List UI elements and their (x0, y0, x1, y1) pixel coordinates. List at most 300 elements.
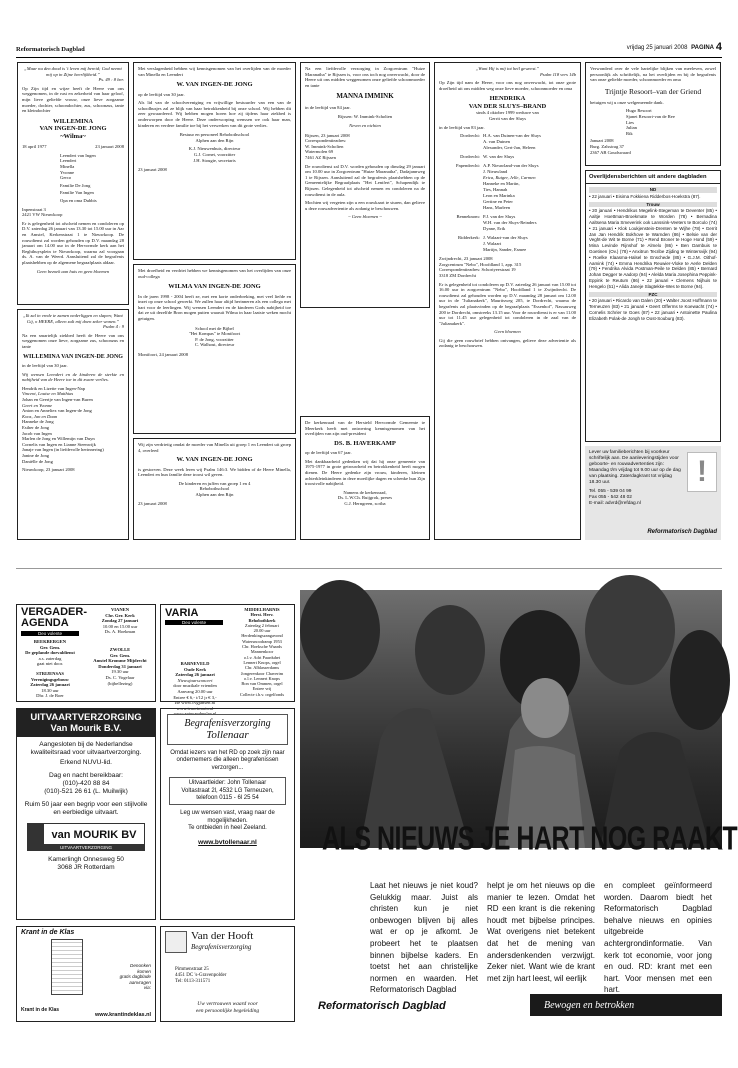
varia-line: Oude Kerk (183, 666, 207, 672)
details: De rouwdienst zal D.V. worden gehouden op dinsdag 29 januari om 10.00 uur in Zorgcentrum "Huize Maranatha", Dadajannweg 1 te Rijssen. Aansluitend zal de begrafenis plaatshebben op de Gemeentelijke Begraafplaats "Het Lentfert", Schapendijk te Rijssen. Gelegenheid tot afscheid nemen en condoleren na de rouwdienst in de aula. (305, 163, 425, 197)
varia-title: VARIA (165, 607, 199, 619)
dates-row (22, 144, 124, 150)
address: Zwijndrecht, 23 januari 2008 Zorgcentrum "Nebo", Hoofdland 1, app. 315 Correspondentieadres: Schoriyeestraat 19 3318 ZM Dordrecht (439, 256, 522, 278)
signature-line: C. Walhout, directeur (194, 342, 235, 348)
family-name: Daniëlle de Jong (22, 458, 53, 464)
family-names (483, 235, 528, 253)
signature-line: P. de Jong, voorzitter (195, 336, 234, 342)
tollenaar-line2: Uitvaartleider: John Tollenaar (188, 780, 267, 787)
family-name: Familie Van Ingen (60, 190, 94, 196)
notice-text: Lever uw familieberichten bij voorkeur schriftelijk aan. De aanleveringstijden voor geboorte- en rouwadvertenties zijn: Maandag t/m vrijdag tot 9.00 uur op de dag van plaatsing. Zaterdagkrant tot vrijdag 18.30 uur. (589, 450, 681, 485)
mourik-title-1: UITVAARTVERZORGING (30, 712, 142, 723)
varia-line: Bon van Ommen, orgel (241, 681, 283, 687)
family-name: Hugo Resoort (626, 108, 652, 114)
death-date: 23 januari 2008 (95, 144, 124, 150)
varia-line: Aanvang 20.00 uur (177, 688, 213, 694)
family-name: Leon en Marinka (483, 193, 515, 199)
varia-line: Entree vrij (252, 686, 272, 692)
kidk-tag-line: komen (137, 968, 151, 974)
hooft-subtitle: Begrafenisverzorging (191, 943, 252, 951)
name-line: ~Wilma~ (60, 132, 86, 140)
varia-line: Herdenkingszangavond (241, 633, 283, 639)
section-label: ND (589, 187, 717, 193)
varia-line: Zaterdag 2 februari (245, 622, 279, 628)
family-name: Lies (626, 119, 634, 125)
family-name: Geert en Yvonne (22, 402, 53, 408)
agenda-line: Zaterdag 26 januari (30, 682, 70, 688)
agenda-line: a.s. zaterdag (38, 655, 62, 661)
age-line: in de leeftijd van 30 jaar. (22, 363, 68, 369)
family-name: Janine de Jong (22, 452, 50, 458)
verse-ref: Psalm 4 : 9 (102, 324, 124, 330)
photo-illustration (300, 590, 722, 848)
family-name: P.J. van der Sluys (483, 214, 516, 220)
section-label: Trouw (589, 202, 717, 208)
mourik-header (17, 709, 155, 737)
intro-text: Na een liefdevolle verzorging in Zorgcentrum "Huize Maranatha" te Rijssen is, voor ons toch nog onverwacht, door de Heere uit ons midden weggenomen onze geliefde schoonmoeder en tante (305, 66, 425, 88)
mourik-line2: Erkend NUVU-lid. (59, 759, 113, 766)
obituaries-overview (585, 170, 721, 442)
signature-line: Alphen aan den Rijn (195, 492, 234, 498)
hooft-slogan-line: een persoonlijke begeleiding (195, 1008, 260, 1014)
feature-headline: ALS NIEUWS JE HART NOG RAAKT (322, 820, 738, 858)
agenda-place: ZWOLLE (109, 646, 131, 652)
signature-line: Ds. L.W.Ch. Ruijgrok, preses (337, 495, 393, 501)
feature-logo (318, 996, 446, 1016)
family-name: Hanneke en Martin, (483, 181, 520, 187)
obituary-hendrika (434, 62, 581, 540)
agenda-left-col (17, 639, 83, 699)
intro-text: Wij zijn verdrietig omdat de moeder van Minella uit groep 1 en Leendert uit groep 4, overleed (138, 442, 291, 453)
varia-line: Watersnoodramp 1953 (242, 638, 282, 644)
agenda-title (17, 605, 88, 638)
family-names (483, 133, 541, 151)
mourik-line1: Aangesloten bij de Nederlandse kwaliteitsraad voor uitvaartverzorging. (30, 741, 142, 756)
address: Rijssen, 23 januari 2008 Correspondentieadres: W. Immink-Scholten Watermolen 69 7461 AZ Rijssen (305, 132, 350, 161)
varia-line: Rehobothkerk (248, 617, 276, 623)
closing: ~ Geen bloemen ~ (348, 214, 382, 220)
agenda-place: BEEKBERGEN (33, 639, 67, 644)
agenda-line: Ds. C. Vogelaar (105, 674, 135, 680)
deceased-name: W. VAN INGEN-DE JONG (176, 456, 253, 464)
family-name: Erica, Rutger, Jelle, Carmen (483, 175, 536, 181)
deceased-name: W. VAN INGEN-DE JONG (176, 81, 253, 89)
family-name: Yvonne (60, 169, 75, 175)
name-line: WILLEMINA (52, 117, 94, 125)
family-names (483, 163, 539, 211)
husband-line: Gerrit van der Sluys (488, 115, 527, 121)
section-label: PZC (589, 292, 717, 298)
exclamation-icon (687, 452, 717, 492)
varia-line: zie www.cvgjansen.nl (174, 700, 216, 706)
kidk-tag-line: aanvragen (129, 979, 151, 985)
age-line: op de leeftijd van 30 jaar. (138, 91, 185, 97)
tollenaar-contact (169, 777, 286, 805)
family-name: Julian (626, 125, 637, 131)
family-place: Dordrecht: (460, 154, 480, 160)
varia-line: Lennert Knops, orgel (243, 659, 281, 665)
age-line: in de leeftijd van 84 jaar. (305, 104, 351, 110)
overview-title: Overlijdensberichten uit andere dagbladen (586, 171, 720, 184)
agenda-line: Verenigingsgebouw (30, 676, 70, 682)
hooft-slogan-line: Uw vertrouwen waard voor (197, 1001, 258, 1007)
family-list (626, 108, 716, 136)
age-line: in de leeftijd van 83 jaar. (439, 124, 485, 130)
agenda-line: Ger. Gem. (109, 652, 131, 658)
family-name: H.A. van Duinen-van der Sluys (483, 133, 541, 139)
family-name: Esther de Jong (22, 425, 50, 430)
deceased-name: WILLEMINA VAN INGEN-DE JONG (23, 353, 123, 360)
wish-text: Wij wensen Leendert en de kinderen de sterkte en nabijheid van de Heere toe in dit zware verlies. (22, 371, 124, 383)
family-name: Familie De Jong (60, 182, 91, 188)
section-text: • 20 januari • Hendrikus Megelink-Stegeman te Deventer (85) • Aaltje Hoettman-Broekmate te Worden (78) • Bernadina Aaltsena Maria Smeverink ook Lanssink-Veeters te Borculo (74) • 21 januari • Klok Loukjenstein-Drenten te Wijhe (78) • Gerrit Jan Jan Hendrik Bokhove te Warnden (86) • Belsie van der Veght-de Wit te Borne (71) • Rend Broner te Hoge Hond (59) • Mina Levinde Rijnshof te Almelo (86) • Ben Dambuis te Goetinen (Ov.) (78) • Anxitrun Tecribe Zijding te Wintersvijk (94) • Roelke Klaasma-Halsel te Enschede (85) • G.J.M. Oithof-Aamink (74) • Emma Hendrika Reuwier-Vloke te Aerle Delden (79) • Fendrika Alvida Postman-Peile te Delden (85) • Bernard Johan Degger te Aadorp (94) • Alelda Maria Josephina Peppink-Eppink te Reutum (86) • 22 januari • Clemens Nijhuis te Hengelo (51) • Alida Janeje Slagtekke-Wes te Borne (94). (589, 208, 717, 289)
family-name: Leendert (60, 158, 77, 164)
family-name: Ties, Hannah (483, 187, 508, 193)
feature-slogan: Bewogen en betrokken (544, 999, 635, 1011)
birth-date: 18 april 1977 (22, 144, 47, 150)
family-name: Dyane, Erik (483, 226, 506, 232)
kidk-logo: Krant in de Klas (21, 1007, 60, 1013)
date-line: 23 januari 2008 (138, 167, 167, 173)
agenda-place: STRIJENSAS (36, 670, 64, 676)
mourik-phone2: (010)-521 26 61 (L. Muilwijk) (44, 788, 128, 795)
notice-tel: Tel. 055 - 539 04 99 (589, 489, 632, 494)
deceased-name (22, 118, 124, 141)
agenda-entry (17, 639, 83, 667)
family-place: Papendrecht: (456, 163, 480, 169)
intro-text: Verwonderd over de vele hartelijke blijken van meeleven, zowel persoonlijk als schriftelijk, na het overlijden en bij de begrafenis van onze geliefde moeder, schoonmoeder en oma (590, 66, 716, 83)
mourik-line4: Ruim 50 jaar een begrip voor een stijlvolle en eerbiedige uitvaart. (24, 801, 148, 816)
ad-krant-in-de-klas (16, 926, 156, 1022)
varia-line: o.l.v. Lennert Knops (244, 675, 280, 681)
tollenaar-line1: Omdat iezers van het RD op zoek zijn naar ondernemers die alleen begrafenissen verzorgen... (170, 750, 285, 771)
kidk-url[interactable]: www.krantindeklas.nl (94, 1012, 151, 1018)
details: Er is gelegenheid tot condoleren op D.V. zaterdag 26 januari van 15.00 tot 16.00 uur in zorgcentrum "Nebo", Hoofdland 1 te Zwijndrecht. De rouwdienst zal gehouden worden op D.V. maandag 28 januari om 12.00 uur in de "Julianakerk", Mauritsweg 205, te Dordrecht, waarna de begrafenis zal plaatsvinden op de begraafplaats "Essenhof", Nassauweg 200 te Dordrecht, omstreeks 13.15 uur. Voor de rouwdienst is er van 11.00 uur tot 11.45 uur gelegenheid tot condoleren in de zaal van de "Julianakerk". (439, 281, 576, 326)
signature-line: G.J. Herngreen, scriba (344, 501, 386, 507)
varia-line: Zaterdag 26 januari (175, 672, 215, 678)
agenda-entry (85, 647, 155, 686)
overview-body (586, 184, 720, 324)
family-name: Sjanet Resoort-van de Ree (626, 113, 675, 119)
signature-sub: Neven en nichten (349, 123, 381, 129)
deceased-name: Trijntje Resoort–van der Griend (604, 86, 702, 96)
kidk-illustration (51, 939, 83, 995)
family-name: Minella (60, 164, 75, 170)
family-name: J. Walaart-van der Sluys (483, 235, 528, 241)
tollenaar-url[interactable]: www.bvtollenaar.nl (198, 838, 257, 846)
page-word: PAGINA (691, 45, 714, 51)
intro-text: Op Zijn tijd nam de Heere, voor ons nog onverwacht, tot onze grote droefheid uit ons midden weg onze lieve moeder, schoonmoeder en oma (439, 80, 576, 91)
varia-line: Chr. Alblasserdams (244, 665, 280, 671)
closing: Geen bloemen (494, 329, 521, 335)
mourik-logo-sub: UITVAARTVERZORGING (27, 845, 145, 851)
family-name: J. Walaart (483, 241, 502, 247)
page-number: 4 (715, 41, 722, 53)
date-line: 23 januari 2008 (138, 500, 167, 506)
hooft-title: Van der Hooft (191, 930, 254, 942)
signature-line: Rehobothschool (199, 486, 230, 492)
family-place: Benneknom: (456, 214, 480, 220)
feature-col1: Laat het nieuws je niet koud? Gelukkig maar. Juist als christen kun je niet onbewogen blijven bij alles wat er op je afkomt. Je probeert het te plaatsen binnen bijbelse kaders. En toetst het aan christelijke normen en waarden. Het Reformatorisch Dagblad (370, 881, 478, 995)
thanks-resoort (585, 62, 721, 166)
obituary-children (133, 438, 296, 540)
name-line: VAN INGEN-DE JONG (39, 125, 107, 133)
hooft-slogan (161, 1001, 294, 1015)
varia-line: Mannenkoor (250, 649, 274, 655)
tollenaar-line6: Te ontbieden in heel Zeeland. (188, 825, 267, 832)
varia-line: Collecte t.b.v. orgelfonds (239, 691, 285, 697)
family-list (60, 153, 124, 204)
obituary-school-board (133, 62, 296, 260)
agenda-tag: Deo volente (21, 631, 79, 636)
agenda-line: 18.30 uur (41, 687, 59, 693)
agenda-line: Dhr. J. de Boer (36, 693, 64, 699)
agenda-title-2: AGENDA (21, 617, 69, 629)
agenda-line: Amstel Kromme Mijdrecht (93, 658, 147, 664)
agenda-mid-col (85, 607, 155, 686)
signature-line: J.H. Stougie, secretaris (193, 157, 236, 163)
mourik-line3: Dag en nacht bereikbaar: (48, 772, 124, 779)
kidk-tag-line: gratis dagblade (119, 974, 151, 980)
verse-ref: Psalm 118 vers 14b (539, 71, 576, 77)
family-name: Marlen de Jong en Willemijn van Duyn (22, 436, 95, 442)
varia-line: Entree € 6,- t/12 jr € 3,- (173, 694, 217, 700)
family-name: Hans, Marleen (483, 205, 511, 211)
mourik-title-2: Van Mourik B.V. (50, 723, 122, 734)
paper-name: Reformatorisch Dagblad (16, 46, 85, 53)
submission-notice (585, 446, 721, 540)
mourik-address1: Kamerlingh Onnesweg 50 (48, 856, 124, 863)
tollenaar-logo (167, 714, 288, 745)
family-group (439, 235, 576, 253)
section-text: • 20 januari • Ricardo van Dalen (20) • Walter Joost Hoffmann te Terneuzen (83) • 21 januari • Geert Offerms te Koewacht (74) • Cornelis Schrier te Goes (87) • 22 januari • Antoinette Paulina Elizabeth Polak-de Jongh te Oost-Souburg (83). (589, 298, 717, 321)
family-name: W.H. van der Sluys-Reinders (483, 220, 537, 226)
agenda-entry (85, 607, 155, 635)
agenda-line: 19.30 uur (111, 669, 129, 675)
family-name: Martijn, Sander, Esmee (483, 247, 527, 253)
varia (160, 604, 295, 717)
mourik-logo (27, 823, 145, 845)
family-name: Opa en oma Dubbis (60, 198, 97, 203)
agenda-title-1: VERGADER- (21, 606, 88, 618)
signature (138, 326, 291, 348)
details: Er is gelegenheid tot afscheid nemen en condoleren op D.V. zaterdag 26 januari van 13.30 tot 15.00 uur in Aar en Amstel, Kerkenstraat 1 te Nieuwkoop. De rouwdienst zal worden gehouden op D.V. maandag 28 januari om 14.00 uur in de Hervormde kerk aan het Reghthuysplein te Nieuwkoop, waarna zal voorgaan ds. A. van de Weerd. Aansluitend zal de begrafenis plaatshebben op de algemene begraafplaats aldaar. (22, 220, 124, 265)
varia-line: o.l.v. Adri Paarduhet (243, 654, 281, 660)
family-name: Hanneke de Jong (22, 419, 54, 425)
mourik-address2: 3068 JR Rotterdam (57, 864, 115, 871)
family-name: A. van Duinen (483, 139, 510, 145)
deceased-name: DS. B. HAVERKAMP (334, 439, 396, 447)
verse: „Want Hij is mij tot heil geweest.” (475, 66, 540, 71)
note: Gij die geen rouwbrief hebben ontvangen, gelieve deze advertentie als zodanig te beschouwen. (439, 337, 576, 349)
verse: „Ik zal in vrede te zamen nederliggen en slapen; Want Gij, o HEERE, alleen zult mij doen zeker wonen.” (23, 313, 123, 324)
signature-line: G.J. Cornet, voorzitter (193, 152, 236, 158)
body-text: is gestorven. Deze week leren wij Psalm 146:3. We bidden of de Heere Minella, Leendert en hun familie deze troost wil geven. (138, 466, 291, 478)
kidk-tag-line: Denonken (130, 963, 151, 968)
signature-line: De kinderen en juffen van groep 1 en 4 (178, 480, 251, 486)
signature (305, 490, 425, 507)
date-text: vrijdag 25 januari 2008 (626, 45, 688, 51)
obituary-haverkamp (300, 416, 430, 540)
family-name: Koos, Jan en Daan (22, 413, 58, 419)
header-rule (16, 57, 722, 58)
family-name: A.P. Nieuwland-van der Sluys (483, 163, 539, 169)
signature (138, 481, 291, 498)
feature-col3: en compleet geïnformeerd worden. Daarom biedt het Reformatorisch Dagblad behalve nieuws en opinies uitgebreide achtergrondinformatie. Van kerk tot economie, voor jong en oud. RD: krant met een hart. Voor mensen met een hart. (604, 881, 712, 995)
note: Mochten wij vergeten zijn u een rouwkaart te sturen, dan gelieve u deze rouwadvertentie als zodanig te beschouwen. (305, 200, 425, 211)
obituary-school-kompas (133, 264, 296, 434)
page-header (16, 41, 722, 58)
deceased-name: WILMA VAN INGEN-DE JONG (168, 283, 261, 291)
feature-photo (300, 590, 722, 848)
signature-line: "Het Kompas" te Montfoort (188, 331, 241, 337)
verse-ref: Ps. 49 : 8 ber. (98, 77, 124, 83)
varia-place: MIDDELHARNIS (244, 607, 280, 612)
family-name: W. van der Sluys (483, 154, 515, 160)
obituary-willemina-family (17, 309, 129, 540)
varia-line: 20.00 uur (253, 628, 271, 634)
tollenaar-line4: telefoon 0115 - 6l 25 54 (196, 795, 259, 802)
hooft-logo (165, 931, 187, 953)
family-group (439, 163, 576, 211)
footer: Januari 2008 Burg. Zalsstrag 37 2367 AB Goudswaard (590, 138, 631, 155)
agenda-line: Zondag 27 januari (101, 618, 139, 624)
section-text: • 22 januari • Eisima Fokkiena Ridderbos-Hoekstra (87). (589, 193, 701, 199)
family-name: Cornelis van Ingen en Lianne Steenwijk (22, 441, 96, 447)
family-name: Gerco (60, 175, 72, 181)
family-name: Vincent, Louise en Matthias (22, 391, 74, 397)
agenda-place: VIANEN (110, 607, 130, 612)
mourik-logo-text: van MOURIK BV (51, 829, 137, 841)
varia-tag: Deo volente (165, 620, 223, 625)
intro-text: Met droefheid en verdriet hebben we kennisgenomen van het overlijden van onze oud-collega (138, 268, 291, 279)
intro-text: Met verslagenheid hebben wij kennisgenomen van het overlijden van de moeder van Minella en Leendert (138, 66, 291, 77)
varia-line: Herst. Herv. (250, 612, 274, 618)
varia-line: Nieuwjaarsconcert (177, 677, 213, 683)
family-group (439, 154, 576, 160)
kidk-tag (120, 963, 151, 991)
family-place: Ridderkerk: (458, 235, 480, 241)
family-name: Leendert van Ingen (60, 152, 96, 158)
notice-logo: Reformatorisch Dagblad (647, 529, 717, 535)
mourik-logo-mark (28, 824, 44, 844)
exclamation-mark: ! (697, 455, 707, 488)
name-line: HENDRIKA (489, 95, 526, 103)
agenda-entry (17, 671, 83, 699)
signature (138, 132, 291, 163)
family-name: Gertine en Peter (483, 199, 513, 205)
family-name: Rik (626, 130, 633, 136)
ad-tollenaar (160, 705, 295, 920)
verse: „Maar nu den dood is 't leven mij bereid; God neemt mij op in Zijne heerlijkheid.” (24, 66, 122, 77)
names-list (22, 386, 124, 464)
varia-right-col (229, 607, 295, 697)
family-name: Janaje van Ingen (in liefdevolle herinnering) (22, 447, 104, 453)
varia-line: Jongerenkoor Chaverim (240, 670, 284, 676)
varia-line: Chr. Hoeksche Waards (242, 644, 282, 650)
body-text: Met dankbaarheid gedenken wij dat hij onze gemeente van 1975-1977 in grote getrouwheid en betrokkenheid heeft mogen dienen. De Heere gedenke zijn vrouw, kinderen, kleinen achterkleinkinderen in deze moeilijke dagen en schenke hun Zijn troostvolle nabijheid. (305, 458, 425, 487)
notice-email: E-mail: advrd@refdag.nl (589, 501, 641, 506)
agenda-line: Ds. A. Hoekman (104, 629, 136, 635)
family-names (483, 154, 514, 160)
varia-line: www.antexanderslav.nl (173, 711, 217, 717)
deceased-name: MANNA IMMINK (336, 92, 394, 101)
family-name: Anton en Anneliex van Ingen-de Jong (22, 408, 92, 414)
signature-line: Alphen aan den Rijn (195, 137, 234, 143)
tollenaar-line5: Leg uw wensen vast, vraag naar de mogelijkheden. (180, 810, 275, 824)
family-name: Hendrik en Lizette van Ingen-Nap (22, 385, 86, 391)
agenda-line: (bijbellezing) (107, 680, 133, 686)
family-names (483, 214, 537, 232)
ad-van-der-hooft (160, 926, 295, 1022)
notice-fax: Fax 055 - 542 48 02 (589, 495, 632, 500)
date-line: Montfoort, 24 januari 2008 (138, 352, 189, 358)
varia-line: door muzikale vrienden (173, 683, 217, 689)
hooft-address: Pimmenstraat 25 4451 DC 's-Gravenpolder Tel: 0113-311571 (175, 967, 227, 985)
intro-text: De kerkenraad van de Hersteld Hervormde Gemeente te Meerkerk heeft met ontroering kennisgenomen van het overlijden van zijn oud-president (305, 420, 425, 437)
tollenaar-title1: Begrafenisverzorging (184, 718, 271, 729)
thanks-line: betuigen wij u onze welgemeende dank. (590, 99, 664, 105)
signature-line: Bestuur en personeel Rehobothschool (179, 132, 250, 138)
agenda-line: Chr. Ger. Kerk (105, 612, 135, 618)
kidk-title: Krant in de Klas (21, 929, 75, 936)
family-name: Jacob van Ingen (22, 430, 52, 436)
intro-text: Op Zijn tijd en wijze heeft de Heere van ons weggenomen, in de rust en zekerheid van haar geloof, mijn lieve geliefde vrouw, onze lieve zorgzame moeder, dochter, schoondochter, zus, schoonzus, tante en kleindochter (22, 85, 124, 114)
family-name: J. Nieuwland (483, 169, 508, 175)
mourik-phone1: (010)-420 88 84 (62, 780, 110, 787)
agenda-line: 10.00 en 15.00 uur (102, 623, 138, 629)
age-line: op de leeftijd van 67 jaar. (305, 450, 352, 456)
tollenaar-line3: Voltastraat 2l, 4532 LG Terneuzen, (181, 787, 274, 794)
ad-van-mourik (16, 708, 156, 920)
kidk-tag-line: via: (143, 985, 151, 991)
obituary-manna-immink (300, 62, 430, 308)
body-text: In de jaren 1998 - 2004 heeft ze, met een korte onderbreking, met veel liefde en inzet op onze school gewerkt. We zullen haar altijd herinneren als een collega met hart voor de leerlingen. Wij wensen Leendert en de kinderen Gods nabijheid toe dat ze uit dezelfde Bron mogen putten waaruit Wilma in haar laatste weken mocht getuigen. (138, 293, 291, 322)
widow-line: sinds 4 oktober 1999 weduwe van (476, 110, 539, 116)
feature-col2: helpt je om het nieuws op die manier te lezen. Omdat het RD een krant is die rekening houdt met bijbelse principes. Wat overigens niet betekent dat het de mening van andersdenkenden verzwijgt. Zeker niet. Want wie de krant met zijn hart leest, wil eerlijk (487, 881, 595, 983)
family-place: Dordrecht: (460, 133, 480, 139)
signature-line: K.J. Nieuwenhuis, directeur (188, 146, 241, 152)
agenda-line: De geplande doevaldienst (25, 650, 75, 656)
closing: Geen bezoek aan huis en geen bloemen (36, 268, 110, 274)
intro-text: Na een smartelijk ziekbed heeft de Heere van ons weggenomen onze lieve, zorgzame zus, schoonzus en tante (22, 332, 124, 349)
agenda-line: Ger. Gem. (39, 644, 61, 650)
body-text: Als lid van de schoolvereniging en vrijwillige bestuurder van een van de schoolbusjes zal ze blijk van haar betrokkenheid bij onze school. Wij hebben dit zeer gewaardeerd. Wij hebben mogen horen hoe zij tijdens haar ziekbed is onderworpen door de Heere. Deze onderworping wenssen we ook haar man, kinderen en verdere familie toe bij het verwerken van dit grote verlies. (138, 100, 291, 128)
page-date (627, 45, 714, 51)
deceased-name (439, 95, 576, 110)
family-name: Johan en Geertje van Ingen-van Buren (22, 397, 93, 403)
name-line: VAN DER SLUYS–BRAND (468, 102, 547, 110)
feature-slogan-bar (530, 994, 722, 1016)
footer: Nieuwkoop, 23 januari 2008 (22, 467, 75, 473)
signature-line: Namens de kerkenraad, (343, 489, 387, 495)
family-list (439, 133, 576, 253)
signature: Rijssen: W. Immink-Scholten (337, 114, 393, 120)
meeting-agenda (16, 604, 156, 702)
tollenaar-title2: Tollenaar (206, 729, 249, 741)
address: Inpenstraat 3 2421 VW Nieuwkoop (22, 206, 63, 218)
varia-place: BARNEVELD (180, 661, 210, 666)
obituary-willemina (17, 62, 129, 305)
agenda-line: gaat niet door. (36, 661, 64, 667)
family-group (439, 133, 576, 151)
section-divider (16, 568, 722, 569)
varia-line: www.tenorimaria.nl (176, 705, 214, 711)
family-name: Alexander, Gert-Jan, Heleen (483, 145, 536, 151)
signature-line: School met de Bijbel (195, 325, 234, 331)
family-group (439, 214, 576, 232)
agenda-line: Donderdag 31 januari (98, 663, 142, 669)
